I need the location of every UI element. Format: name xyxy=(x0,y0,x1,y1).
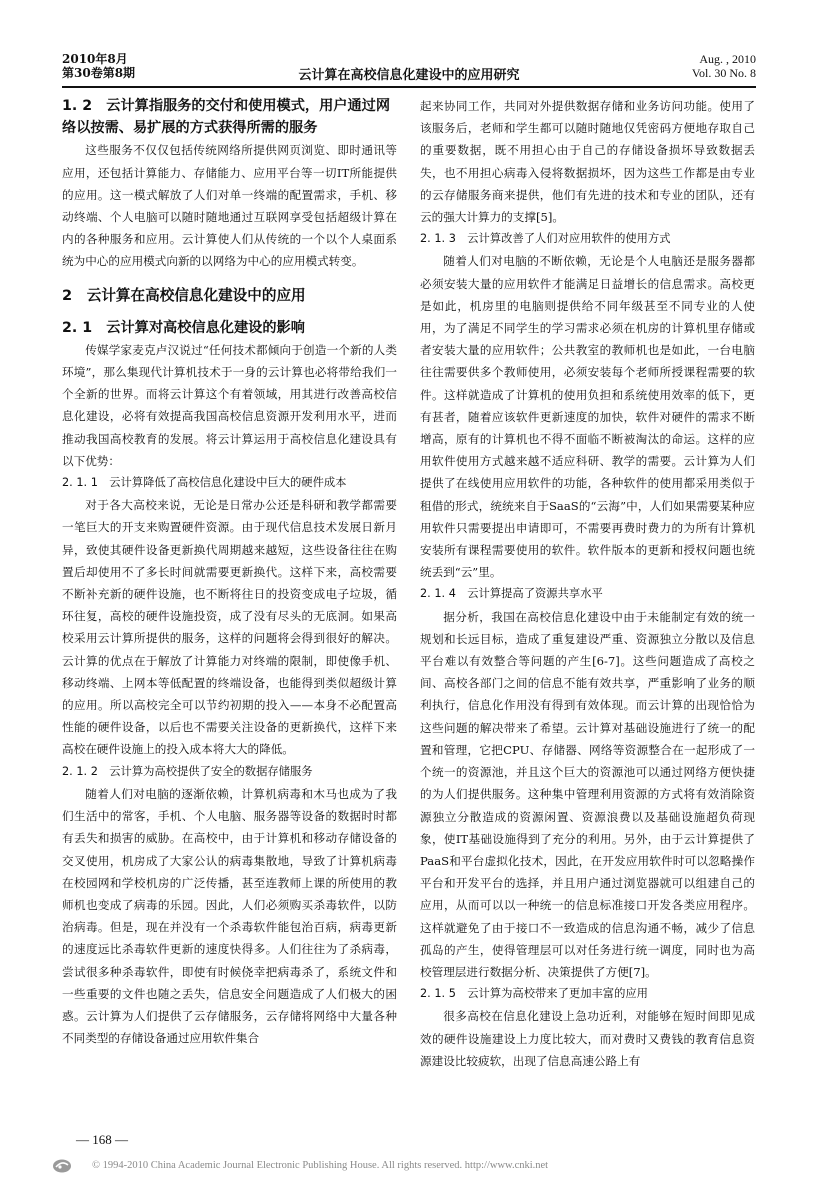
header-rule xyxy=(62,86,756,88)
body-paragraph: 随着人们对电脑的逐渐依赖，计算机病毒和木马也成为了我们生活中的常客，手机、个人电脑、服务器等设备的数据时时都有丢失和损害的威胁。在高校中，由于计算机和移动存储设备的交叉使用，机房成了大家公认的病毒集散地，导致了计算机病毒在校园网和学校机房的广泛传播，甚至连教师上课的所使用的教师机也变成了病毒的乐园。因此，人们必须购买杀毒软件，以防治病毒。但是，现在并没有一个杀毒软件能包治百病，病毒更新的速度远比杀毒软件更新的速度快得多。人们往往为了杀病毒，尝试很多种杀毒软件，即使有时候侥幸把病毒杀了，系统文件和一些重要的文件也随之丢失，信息安全问题造成了人们极大的困惑。云计算为人们提供了云存储服务，云存储将网络中大量各种不同类型的存储设备通过应用软件集合 xyxy=(62,786,397,1046)
body-paragraph: 据分析，我国在高校信息化建设中由于未能制定有效的统一规划和长远目标，造成了重复建设严重、资源独立分散以及信息平台难以有效整合等问题的产生[6-7]。这些问题造成了高校之间、高校各部门之间的信息不能有效共享，严重影响了业务的顺利执行，信息化作用没有得到有效体现。而云计算的出现恰恰为这些问题的解决带来了希望。云计算对基础设施进行了统一的配置和管理，它把CPU、存储器、网络等资源整合在一起形成了一个统一的资源池，并且这个巨大的资源池可以通过网络方便快捷的为人们提供服务。这种集中管理利用资源的方式将有效消除资源独立分散造成的资源闲置、资源浪费以及基础设施超负荷现象，使IT基础设施得到了充分的利用。另外，由于云计算提供了PaaS和平台虚拟化技术，因此，在开发应用软件时可以忽略操作平台和开发平台的选择，并且用户通过浏览器就可以组建自己的应用，从而可以以一种统一的信息标准接口开发各类应用程序。这样就避免了由于接口不一致造成的信息沟通不畅，减少了信息孤岛的产生，使得管理层可以对任务进行统一调度，同时也为高校管理层进行数据分析、决策提供了方便[7]。 xyxy=(420,609,755,979)
subsubsection-heading: 2. 1. 3 云计算改善了人们对应用软件的使用方式 xyxy=(420,232,671,246)
body-paragraph: 传媒学家麦克卢汉说过“任何技术都倾向于创造一个新的人类环境”，那么集现代计算机技术于一身的云计算也必将带给我们一个全新的世界。而将云计算这个有着领域，用其进行改善高校信息化建设，必将有效提高我国高校信息资源开发利用水平，进而推动我国高校教育的发展。将云计算运用于高校信息化建设具有以下优势： xyxy=(62,342,397,468)
body-paragraph: 对于各大高校来说，无论是日常办公还是科研和教学都需要一笔巨大的开支来购置硬件资源。由于现代信息技术发展日新月异，致使其硬件设备更新换代周期越来越短，这些设备往往在购置后却使用不了多长时间就需要更新换代。这样下来，高校需要不断补充新的硬件设施，也不断将往日的投资变成电子垃圾，循环往复，高校的硬件设施投资，成了没有尽头的无底洞。如果高校采用云计算所提供的服务，这样的问题将会得到很好的解决。云计算的优点在于解放了计算能力对终端的限制，即使像手机、移动终端、上网本等低配置的终端设备，也能得到类似超级计算的应用。所以高校完全可以节约初期的投入——本身不必配置高性能的硬件设备，以后也不需要关注设备的更新换代，这样下来高校在硬件设施上的投入成本将大大的降低。 xyxy=(62,498,397,757)
section-heading: 2 云计算在高校信息化建设中的应用 xyxy=(62,286,306,304)
subsubsection-heading: 2. 1. 5 云计算为高校带来了更加丰富的应用 xyxy=(420,987,648,1001)
volume-issue-english: Vol. 30 No. 8 xyxy=(691,66,756,80)
subsubsection-heading: 2. 1. 2 云计算为高校提供了安全的数据存储服务 xyxy=(62,764,313,778)
issue-date: 2010年8月 xyxy=(62,52,128,66)
body-paragraph: 随着人们对电脑的不断依赖，无论是个人电脑还是服务器都必须安装大量的应用软件才能满足日益增长的信息需求。高校更是如此，机房里的电脑则提供给不同年级甚至不同专业的人使用，为了满足不同学生的学习需求必须在机房的计算机里存储或者安装大量的应用软件；公共教室的教师机也是如此，一台电脑往往需要供多个教师使用，必须安装每个老师所授课程需要的软件。这样就造成了计算机的使用负担和系统使用效率的低下，更有甚者，随着应该软件更新速度的加快，软件对硬件的需求不断增高，原有的计算机也不得不面临不断被淘汰的命运。这样的应用软件使用方式越来越不适应科研、教学的需要。云计算为人们提供了在线使用应用软件的功能，各种软件的使用都采用类似于租借的形式，统统来自于SaaS的“云海”中，人们如果需要某种应用软件只需要提出申请即可，不需要再费时费力的为所有计算机安装所有课程需要使用的软件。软件版本的更新和授权问题也统统丢到“云”里。 xyxy=(420,254,755,580)
right-column xyxy=(420,95,755,1072)
body-paragraph: 很多高校在信息化建设上急功近利，对能够在短时间即见成效的硬件设施建设上力度比较大，而对费时又费钱的教育信息资源建设比较疲软，出现了信息高速公路上有 xyxy=(420,1009,755,1068)
copyright-footer xyxy=(0,1158,814,1182)
subsubsection-heading: 2. 1. 4 云计算提高了资源共享水平 xyxy=(420,587,603,601)
subsection-heading: 1. 2 云计算指服务的交付和使用模式，用户通过网络以按需、易扩展的方式获得所需的服务 xyxy=(62,98,391,137)
issue-date-en xyxy=(692,52,756,80)
cnki-logo-icon xyxy=(52,1158,72,1174)
body-paragraph: 这些服务不仅仅包括传统网络所提供网页浏览、即时通讯等应用，还包括计算能力、存储能力、应用平台等一切IT所能提供的应用。这一模式解放了人们对单一终端的配置需求，手机、移动终端、个人电脑可以随时随地通过互联网享受包括超级计算在内的各种服务和应用。云计算使人们从传统的一个以个人桌面系统为中心的应用模式向新的以网络为中心的应用模式转变。 xyxy=(62,143,397,269)
journal-article-title: 云计算在高校信息化建设中的应用研究 xyxy=(298,68,520,83)
running-header xyxy=(62,52,756,86)
subsection-heading: 2. 1 云计算对高校信息化建设的影响 xyxy=(62,319,305,336)
copyright-text: © 1994-2010 China Academic Journal Electronic Publishing House. All rights reserved. http://www.cnki.net xyxy=(92,1160,549,1171)
issue-date-english: Aug. , 2010 xyxy=(699,52,756,66)
page-number: — 168 — xyxy=(76,1132,128,1147)
body-paragraph-continued: 起来协同工作，共同对外提供数据存储和业务访问功能。使用了该服务后，老师和学生都可以随时随地仅凭密码方便地存取自己的重要数据，既不用担心由于自己的存储设备损坏导致数据丢失，也不用担心病毒入侵将数据损坏，因为这些工作都是由专业的云存储服务商来提供，他们有先进的技术和专业的团队，还有云的强大计算力的支撑[5]。 xyxy=(420,99,755,225)
volume-issue: 第30卷第8期 xyxy=(62,66,136,80)
left-column xyxy=(62,95,397,1049)
subsubsection-heading: 2. 1. 1 云计算降低了高校信息化建设中巨大的硬件成本 xyxy=(62,476,347,490)
